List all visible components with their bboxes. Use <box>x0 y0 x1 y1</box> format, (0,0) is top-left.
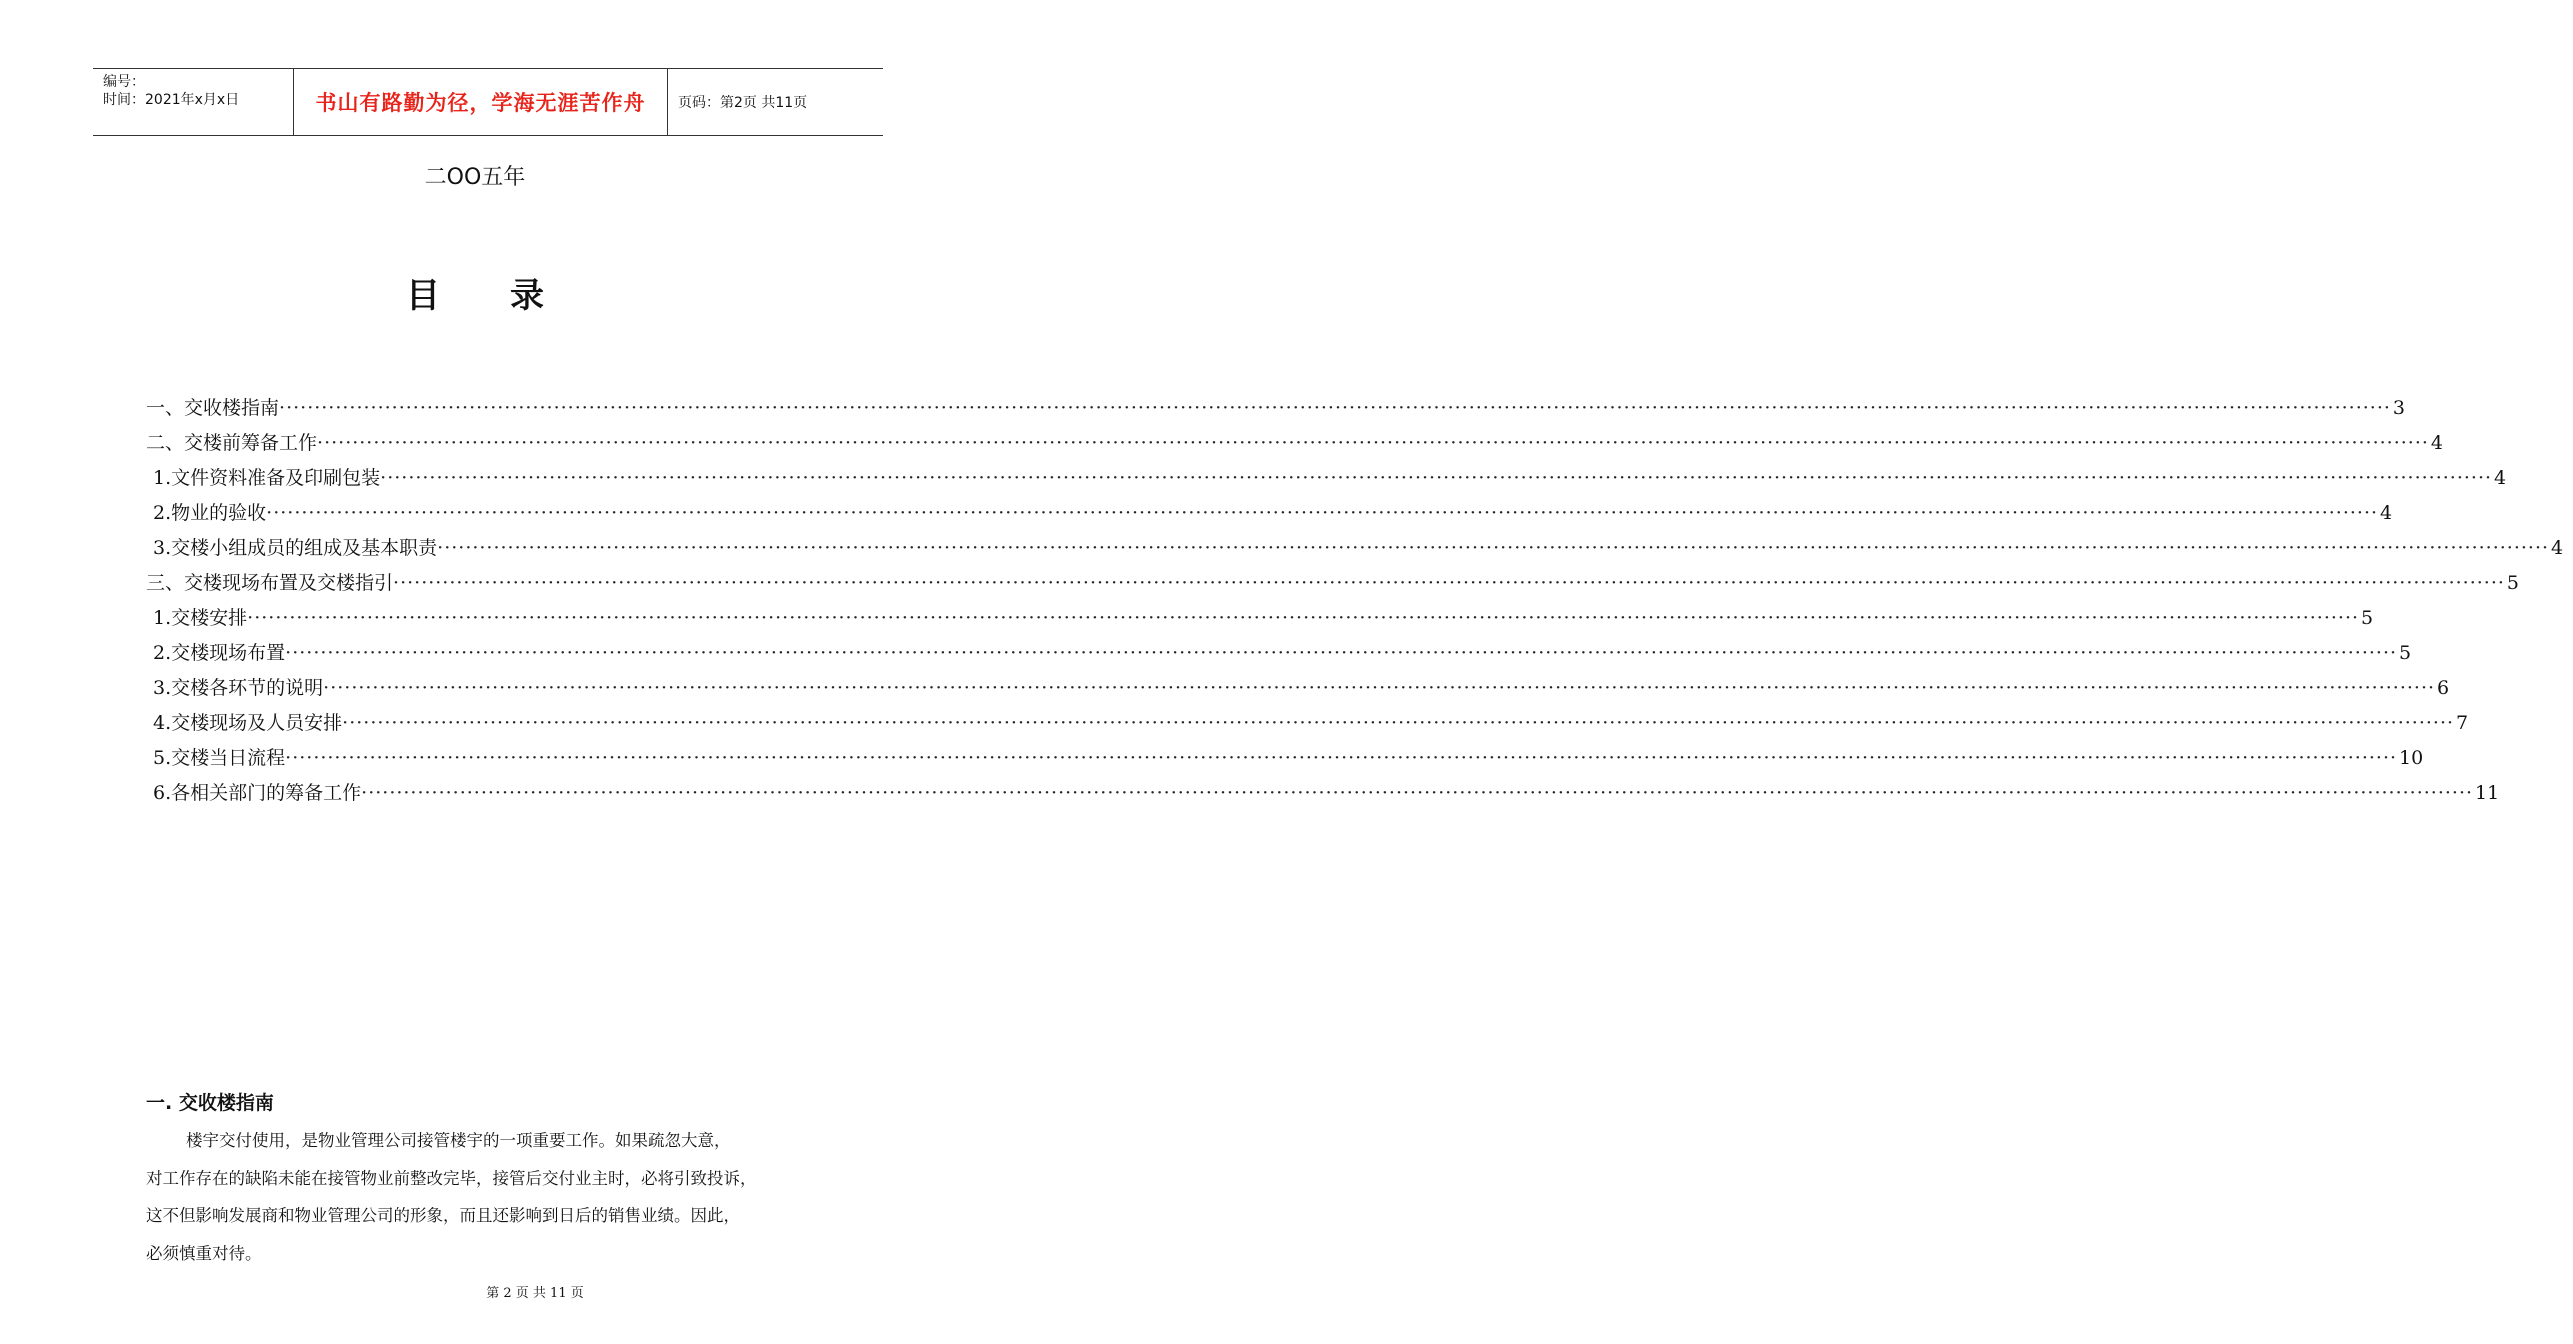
year-text: 二OO五年 <box>424 165 526 190</box>
toc-entry-label: 各相关部门的筹备工作 <box>171 782 362 804</box>
toc-entry-number: 5. <box>153 747 172 769</box>
toc-entry <box>146 496 2393 531</box>
toc-entry <box>146 601 2374 636</box>
toc-entry-page: 4 <box>2551 537 2564 559</box>
toc-entry <box>146 706 2469 741</box>
toc-leader-dots: ············································································································································································································································································································ <box>342 712 2455 734</box>
toc-leader-dots: ············································································································································································································································································································ <box>279 397 2391 419</box>
toc-leader-dots: ············································································································································································································································································································ <box>437 537 2550 559</box>
number-label: 编号： <box>103 74 145 90</box>
toc-leader-dots: ············································································································································································································································································································ <box>247 607 2360 629</box>
toc-leader-dots: ············································································································································································································································································································ <box>393 572 2505 594</box>
paragraph-line: 楼宇交付使用，是物业管理公司接管楼宇的一项重要工作。如果疏忽大意， <box>186 1131 731 1150</box>
paragraph-line: 对工作存在的缺陷未能在接管物业前整改完毕，接管后交付业主时，必将引致投诉， <box>146 1168 757 1188</box>
toc-entry-number: 3. <box>153 677 172 699</box>
toc-leader-dots: ············································································································································································································································································································ <box>380 467 2493 489</box>
footer-page-number: 第 2 页 共 11 页 <box>486 1286 584 1301</box>
page-footer <box>0 1282 950 1301</box>
toc-entry-page: 11 <box>2475 782 2500 804</box>
toc-entry-label: 交楼现场布置及交楼指引 <box>184 572 394 594</box>
toc-entry-number: 4. <box>153 712 172 734</box>
header-page <box>668 69 883 135</box>
toc-entry <box>146 426 2443 461</box>
toc-title: 目录 <box>406 276 614 316</box>
toc-leader-dots: ············································································································································································································································································································ <box>266 502 2379 524</box>
toc-leader-dots: ············································································································································································································································································································ <box>323 677 2436 699</box>
toc-entry-page: 5 <box>2399 642 2412 664</box>
toc-entry-number: 6. <box>153 782 172 804</box>
toc-entry-label: 交楼现场及人员安排 <box>171 712 343 734</box>
toc-leader-dots: ············································································································································································································································································································ <box>361 782 2474 804</box>
toc-entry-page: 4 <box>2494 467 2507 489</box>
header-motto <box>294 69 668 135</box>
toc-entry-number: 一、 <box>146 397 185 419</box>
toc-entry <box>146 531 2564 566</box>
toc-entry <box>146 391 2405 426</box>
toc-entry-label: 交楼各环节的说明 <box>171 677 324 699</box>
toc-leader-dots: ············································································································································································································································································································ <box>285 642 2398 664</box>
toc-entry-label: 交楼当日流程 <box>171 747 286 769</box>
toc-entry-number: 二、 <box>146 432 185 454</box>
paragraph-line: 必须慎重对待。 <box>146 1243 262 1263</box>
page-label: 页码：第2页 共11页 <box>678 95 808 111</box>
toc-entry-page: 5 <box>2506 572 2519 594</box>
toc-entry-page: 3 <box>2392 397 2405 419</box>
toc-entry-page: 6 <box>2437 677 2450 699</box>
page-header <box>93 68 883 136</box>
toc-entry-label: 交楼前筹备工作 <box>184 432 318 454</box>
toc-entry <box>146 741 2424 776</box>
toc-leader-dots: ············································································································································································································································································································ <box>285 747 2398 769</box>
toc-entry-number: 2. <box>153 502 172 524</box>
toc-entry-number: 1. <box>153 607 172 629</box>
toc-entry-label: 交收楼指南 <box>184 397 280 419</box>
toc-entry-number: 2. <box>153 642 172 664</box>
toc-entry <box>146 461 2507 496</box>
toc-entry <box>146 566 2519 601</box>
toc-entry-label: 文件资料准备及印刷包装 <box>171 467 381 489</box>
toc-entry-number: 三、 <box>146 572 185 594</box>
time-label: 时间：2021年x月x日 <box>103 92 240 108</box>
toc-entry-page: 5 <box>2361 607 2374 629</box>
toc-entry-page: 4 <box>2430 432 2443 454</box>
section-paragraph <box>146 1122 846 1272</box>
table-of-contents <box>146 391 2564 811</box>
toc-entry <box>146 636 2412 671</box>
toc-entry-number: 3. <box>153 537 172 559</box>
paragraph-line: 这不但影响发展商和物业管理公司的形象，而且还影响到日后的销售业绩。因此， <box>146 1206 740 1225</box>
toc-entry-page: 10 <box>2399 747 2424 769</box>
toc-entry-label: 交楼现场布置 <box>171 642 286 664</box>
toc-entry-label: 物业的验收 <box>171 502 267 524</box>
motto-text: 书山有路勤为径，学海无涯苦作舟 <box>315 91 646 115</box>
toc-entry-page: 4 <box>2380 502 2393 524</box>
toc-entry-number: 1. <box>153 467 172 489</box>
toc-entry <box>146 776 2500 811</box>
toc-entry <box>146 671 2450 706</box>
toc-entry-label: 交楼小组成员的组成及基本职责 <box>171 537 438 559</box>
toc-leader-dots: ············································································································································································································································································································ <box>317 432 2429 454</box>
toc-entry-page: 7 <box>2456 712 2469 734</box>
section-heading: 一. 交收楼指南 <box>146 1092 274 1114</box>
toc-entry-label: 交楼安排 <box>171 607 248 629</box>
header-meta <box>93 69 294 135</box>
